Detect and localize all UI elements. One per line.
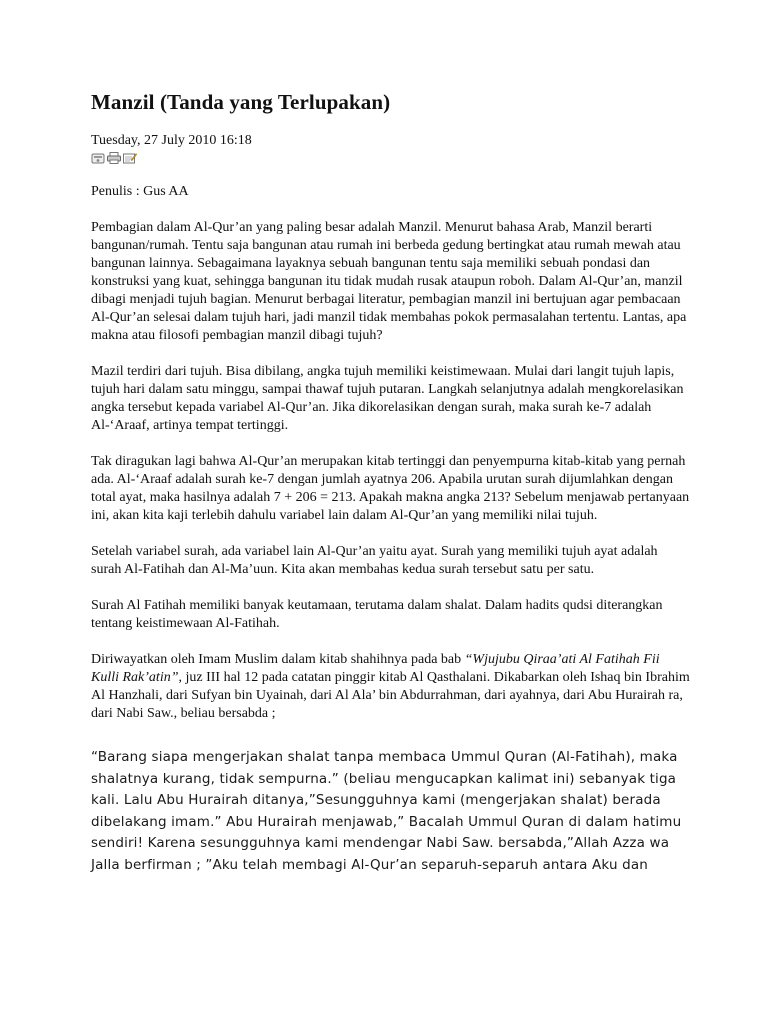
email-icon[interactable] — [123, 152, 137, 164]
paragraph: Mazil terdiri dari tujuh. Bisa dibilang, angka tujuh memiliki keistimewaan. Mulai dari langit tujuh lapis, tujuh hari dalam satu minggu, sampai thawaf tujuh putaran. Langkah selanjutnya adalah mengkorelasikan angka tersebut kepada variabel Al-Qur’an. Jika dikorelasikan dengan surah, maka surah ke-7 adalah Al-‘Araaf, artinya tempat tertinggi. — [91, 364, 684, 433]
hadith-intro-continued: , juz III hal 12 pada catatan pinggir kitab Al Qasthalani. Dikabarkan oleh Ishaq bin Ibrahim Al Hanzhali, dari Sufyan bin Uyainah, dari Al Ala’ bin Abdurrahman, dari ayahnya, dari Abu Hurairah ra, dari Nabi Saw., beliau bersabda ; — [91, 670, 690, 721]
hadith-intro — [91, 651, 691, 723]
paragraph: Setelah variabel surah, ada variabel lain Al-Qur’an yaitu ayat. Surah yang memiliki tujuh ayat adalah surah Al-Fatihah dan Al-Ma’uun. Kita akan membahas kedua surah tersebut satu per satu. — [91, 544, 658, 577]
paragraph: Tak diragukan lagi bahwa Al-Qur’an merupakan kitab tertinggi dan penyempurna kitab-kitab yang pernah ada. Al-‘Araaf adalah surah ke-7 dengan jumlah ayatnya 206. Apabila urutan surah dijumlahkan dengan total ayat, maka hasilnya adalah 7 + 206 = 213. Apakah makna angka 213? Sebelum menjawab pertanyaan ini, akan kita kaji terlebih dahulu variabel lain dalam Al-Qur’an yang memiliki nilai tujuh. — [91, 454, 690, 523]
article — [91, 88, 691, 876]
article-tools — [91, 151, 691, 165]
author-line: Penulis : Gus AA — [91, 184, 189, 199]
page-title: Manzil (Tanda yang Terlupakan) — [91, 90, 391, 114]
hadith-intro-text: Diriwayatkan oleh Imam Muslim dalam kitab shahihnya pada bab — [91, 652, 465, 667]
print-icon[interactable] — [107, 152, 121, 164]
hadith-quote: “Barang siapa mengerjakan shalat tanpa membaca Ummul Quran (Al-Fatihah), maka shalatnya kurang, tidak sempurna.” (beliau mengucapkan kalimat ini) sebanyak tiga kali. Lalu Abu Hurairah ditanya,”Sesungguhnya kami (mengerjakan shalat) berada dibelakang imam.” Abu Hurairah menjawab,” Bacalah Ummul Quran di dalam hatimu sendiri! Karena sesungguhnya kami mendengar Nabi Saw. bersabda,”Allah Azza wa Jalla berfirman ; ”Aku telah membagi Al-Qur’an separuh-separuh antara Aku dan — [91, 749, 682, 873]
publish-date: Tuesday, 27 July 2010 16:18 — [91, 133, 252, 148]
paragraph: Pembagian dalam Al-Qur’an yang paling besar adalah Manzil. Menurut bahasa Arab, Manzil berarti bangunan/rumah. Tentu saja bangunan atau rumah ini berbeda gedung bertingkat atau rumah mewah atau bangunan lainnya. Sebagaimana layaknya sebuah bangunan tentu saja memiliki sebuah pondasi dan konstruksi yang kuat, sehingga bangunan itu tidak mudah rusak ataupun roboh. Dalam Al-Qur’an, manzil dibagi menjadi tujuh bagian. Menurut berbagai literatur, pembagian manzil ini bertujuan agar pembacaan Al-Qur’an selesai dalam tujuh hari, jadi manzil tidak membahas pokok permasalahan tertentu. Lantas, apa makna atau filosofi pembagian manzil dibagi tujuh? — [91, 220, 687, 343]
paragraph: Surah Al Fatihah memiliki banyak keutamaan, terutama dalam shalat. Dalam hadits qudsi diterangkan tentang keistimewaan Al-Fatihah. — [91, 598, 663, 631]
pdf-icon[interactable] — [91, 152, 105, 164]
chapter-title: “Wjujubu Qiraa’ati Al Fatihah Fii Kulli Rak’atin” — [91, 652, 660, 685]
